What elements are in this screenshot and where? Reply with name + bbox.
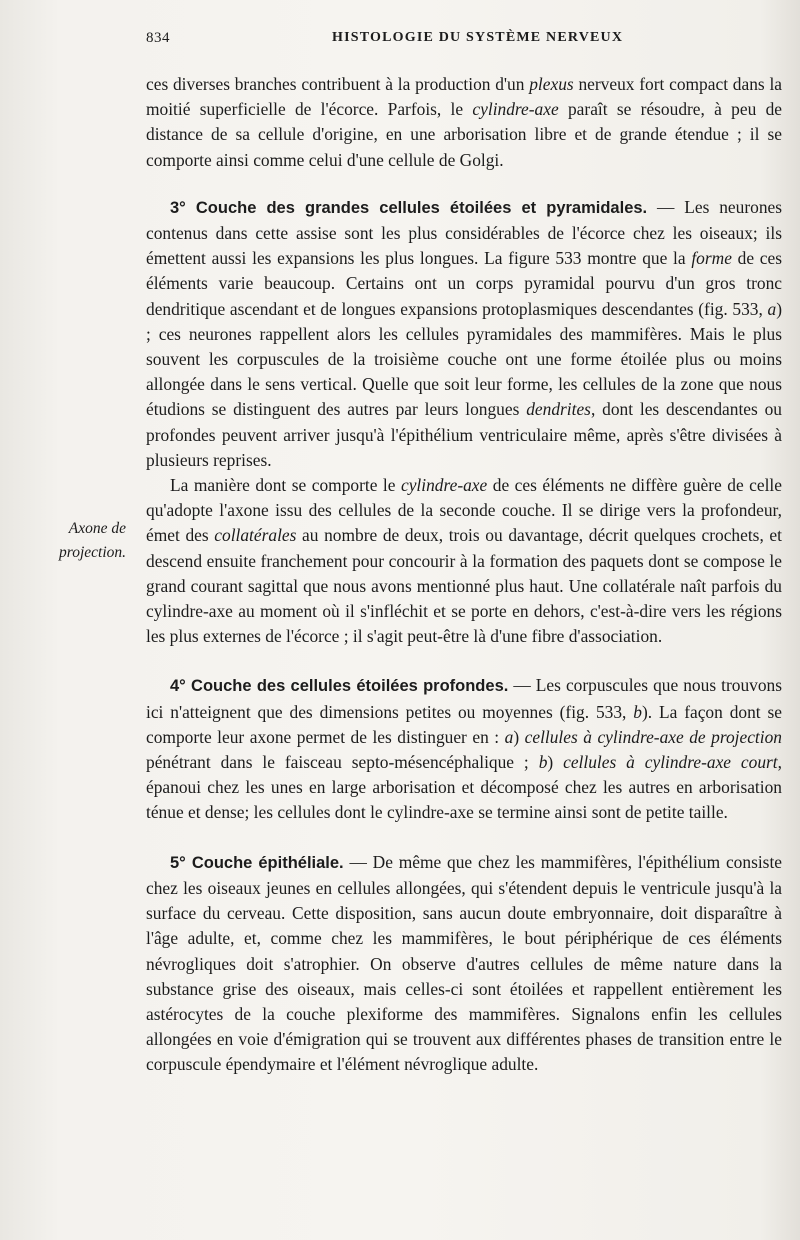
section-3-heading: 3° Couche des grandes cellules étoilées et pyramidales. (170, 198, 648, 217)
page-number: 834 (146, 30, 170, 46)
section-4-heading: 4° Couche des cellules étoilées profondes. (170, 677, 509, 696)
margin-note-line-1: Axone de (68, 520, 126, 537)
section-5-heading: 5° Couche épithéliale. (170, 853, 344, 872)
margin-note-line-2: projection. (58, 544, 126, 561)
body-text (146, 72, 782, 1078)
axon-projection-paragraph: La manière dont se comporte le cylindre-axe de ces éléments ne diffère guère de celle qu'adopte l'axone issu des cellules de la seconde couche. Il se dirige vers la profondeur, émet des collatérales au nombre de deux, trois ou davantage, décrit quelques crochets, et descend ensuite franchement pour concourir à la formation des paquets dont se compose le grand courant sagittal que nous avons mentionné plus haut. Une collatérale naît parfois du cylindre-axe au moment où il s'infléchit et se porte en dehors, c'est-à-dire vers les régions les plus externes de l'écorce ; il s'agit peut-être là d'une fibre d'association. (146, 475, 782, 647)
paragraph-continuation: ces diverses branches contribuent à la production d'un plexus nerveux fort compact dans la moitié superficielle de l'écorce. Parfois, le cylindre-axe paraît se résoudre, à peu de distance de sa cellule d'origine, en une arborisation libre et de grande étendue ; il se comporte ainsi comme celui d'une cellule de Golgi. (146, 74, 782, 170)
margin-note (14, 517, 126, 565)
section-3-paragraph: 3° Couche des grandes cellules étoilées et pyramidales. — Les neurones contenus dans cette assise sont les plus considérables de l'écorce chez les oiseaux; ils émettent aussi les expansions les plus longues. La figure 533 montre que la forme de ces éléments varie beaucoup. Certains ont un corps pyramidal pourvu d'un gros tronc dendritique ascendant et de longues expansions protoplasmiques descendantes (fig. 533, a) ; ces neurones rappellent alors les cellules pyramidales des mammifères. Mais le plus souvent les corpuscules de la troisième couche ont une forme étoilée plus ou moins allongée dans le sens vertical. Quelle que soit leur forme, les cellules de la zone que nous étudions se distinguent des autres par leurs longues dendrites, dont les descendantes ou profondes peuvent arriver jusqu'à l'épithélium ventriculaire même, après s'être divisées à plusieurs reprises. (146, 196, 783, 470)
section-5-paragraph: 5° Couche épithéliale. — De même que chez les mammifères, l'épithélium consiste chez les oiseaux jeunes en cellules allongées, qui s'étendent depuis le ventricule jusqu'à la surface du cerveau. Cette disposition, sans aucun doute embryonnaire, doit disparaître à l'âge adulte, et, comme chez les mammifères, le bout périphérique de ces éléments névrogliques doit s'atrophier. On observe d'autres cellules de même nature dans la substance grise des oiseaux, mais celles-ci sont étoilées et rappellent entièrement les astérocytes de la couche plexiforme des mammifères. Signalons enfin les cellules allongées en voie d'émigration qui se trouvent aux différentes phases de transition entre le corpuscule épendymaire et l'élément névroglique adulte. (146, 851, 782, 1075)
section-4-paragraph: 4° Couche des cellules étoilées profondes. — Les corpuscules que nous trouvons ici n'atteignent que des dimensions petites ou moyennes (fig. 533, b). La façon dont se comporte leur axone permet de les distinguer en : a) cellules à cylindre-axe de projection pénétrant dans le faisceau septo-mésencéphalique ; b) cellules à cylindre-axe court, épanoui chez les unes en large arborisation et décomposé chez les autres en arborisation ténue et dense; les cellules dont le cylindre-axe se termine ainsi sont de petite taille. (146, 675, 782, 823)
page-header (146, 30, 786, 52)
running-title: HISTOLOGIE DU SYSTÈME NERVEUX (332, 30, 624, 45)
